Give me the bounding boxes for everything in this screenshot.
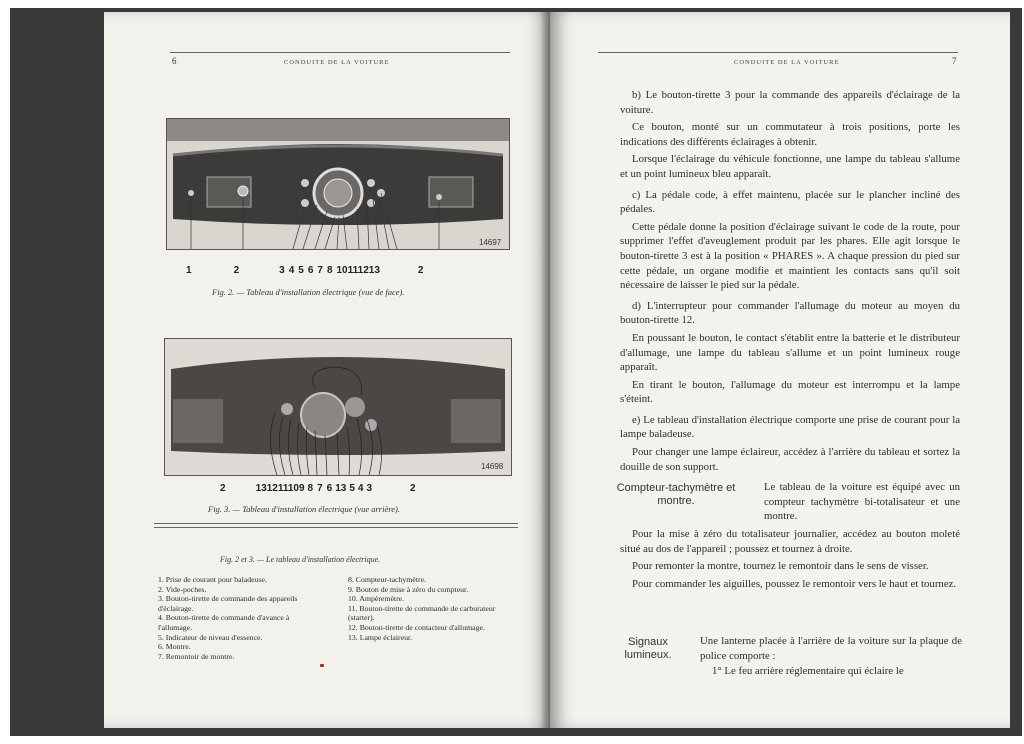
legend-item: 4. Bouton-tirette de commande d'avance à l'allumage. [158,613,290,632]
legend-item: 13. Lampe éclaireur. [348,632,413,642]
running-head: CONDUITE DE LA VOITURE [734,59,840,66]
main-text [620,88,960,477]
dashboard-rear-illustration [165,339,511,475]
legend-title: Fig. 2 et 3. — Le tableau d'installation électrique. [220,555,381,564]
paragraph: e) Le tableau d'installation électrique comporte une prise de courant pour la lampe baladeuse. [620,413,960,441]
legend-item: 5. Indicateur de niveau d'essence. [158,632,263,642]
section-compteur-intro: Le tableau de la voiture est équipé avec un compteur tachymètre bi-totalisateur et une montre. [764,481,960,523]
page-number: 6 [172,56,177,66]
paragraph: d) L'interrupteur pour commander l'allumage du moteur au moyen du bouton-tirette 12. [620,299,960,327]
figure-2-image-number: 14697 [479,238,502,247]
legend-item: 2. Vide-poches. [158,584,207,594]
head-rule [170,52,510,53]
paragraph: Pour remonter la montre, tournez le remontoir dans le sens de visser. [632,560,929,573]
section-signaux-item: 1° Le feu arrière réglementaire qui éclaire le [712,665,904,677]
head-rule [598,52,958,53]
paragraph: b) Le bouton-tirette 3 pour la commande des appareils d'éclairage de la voiture. [620,89,960,116]
running-head: CONDUITE DE LA VOITURE [284,59,390,66]
right-page [550,12,1010,728]
figure-3-caption: Fig. 3. — Tableau d'installation électrique (vue arrière). [208,504,400,514]
dashboard-front-illustration [167,119,509,249]
legend-item: 10. Ampèremètre. [348,594,405,604]
figure-2-callouts: 1 2 3 4 5 6 7 8 10111213 2 [186,265,424,276]
left-page [104,12,550,728]
section-heading-signaux: Signaux lumineux. [624,636,672,661]
section-heading-compteur: Compteur-tachymètre et montre. [616,482,736,507]
legend-item: 1. Prise de courant pour baladeuse. [158,575,267,584]
legend-right-column [348,575,504,642]
paragraph: Pour commander les aiguilles, poussez le remontoir vers le haut et tournez. [632,577,957,590]
paragraph: Ce bouton, monté sur un commutateur à trois positions, porte les indications des différents éclairages à obtenir. [620,121,960,148]
red-ink-mark [320,664,324,667]
paragraph: c) La pédale code, à effet maintenu, placée sur le plancher incliné des pédales. [620,188,960,216]
paragraph: Pour changer une lampe éclaireur, accédez à l'arrière du tableau et sortez la douille de son support. [620,446,960,473]
figure-2-caption: Fig. 2. — Tableau d'installation électrique (vue de face). [212,287,405,297]
legend-item: 11. Bouton-tirette de commande de carburateur (starter). [348,603,496,623]
paragraph: En tirant le bouton, l'allumage du moteur est interrompu et la lampe s'éteint. [620,378,960,406]
legend-item: 9. Bouton de mise à zéro du compteur. [348,584,469,594]
section-signaux-intro: Une lanterne placée à l'arrière de la voiture sur la plaque de police comporte : [700,635,962,662]
section-compteur-text [620,527,960,594]
paragraph: Lorsque l'éclairage du véhicule fonctionne, une lampe du tableau s'allume et un point lumineux bleu apparaît. [620,153,960,180]
paragraph: En poussant le bouton, le contact s'établit entre la batterie et le distributeur d'allumage, une lampe du tableau s'allume et un point lumineux rouge apparaît. [620,331,960,374]
legend-item: 8. Compteur-tachymètre. [348,575,427,584]
legend-item: 3. Bouton-tirette de commande des appareils d'éclairage. [158,594,298,613]
paragraph: Cette pédale donne la position d'éclairage suivant le code de la route, pour supprimer l'effet d'aveuglement produit par les phares. Elle agit lorsque le bouton-tirette 3 est à la position « PHARES ». A chaque pression du pied sur cette pédale, un organe modifie et maintient les contacts sans qu'il soit nécessaire de laisser le pied sur la pédale. [620,220,960,292]
figure-2-photo [166,118,510,250]
legend-item: 6. Montre. [158,642,191,652]
figure-3-callouts: 2 131211109 8 7 6 13 5 4 3 2 [220,483,416,494]
paragraph: Pour la mise à zéro du totalisateur journalier, accédez au bouton moleté situé au dos de l'appareil ; poussez et tournez à droite. [620,528,960,555]
section-divider [154,523,518,528]
figure-3-image-number: 14698 [481,462,504,471]
page-number: 7 [952,56,957,66]
legend-item: 7. Remontoir de montre. [158,651,235,661]
legend-item: 12. Bouton-tirette de contacteur d'allumage. [348,622,485,632]
legend-left-column [158,575,316,661]
figure-3-photo [164,338,512,476]
